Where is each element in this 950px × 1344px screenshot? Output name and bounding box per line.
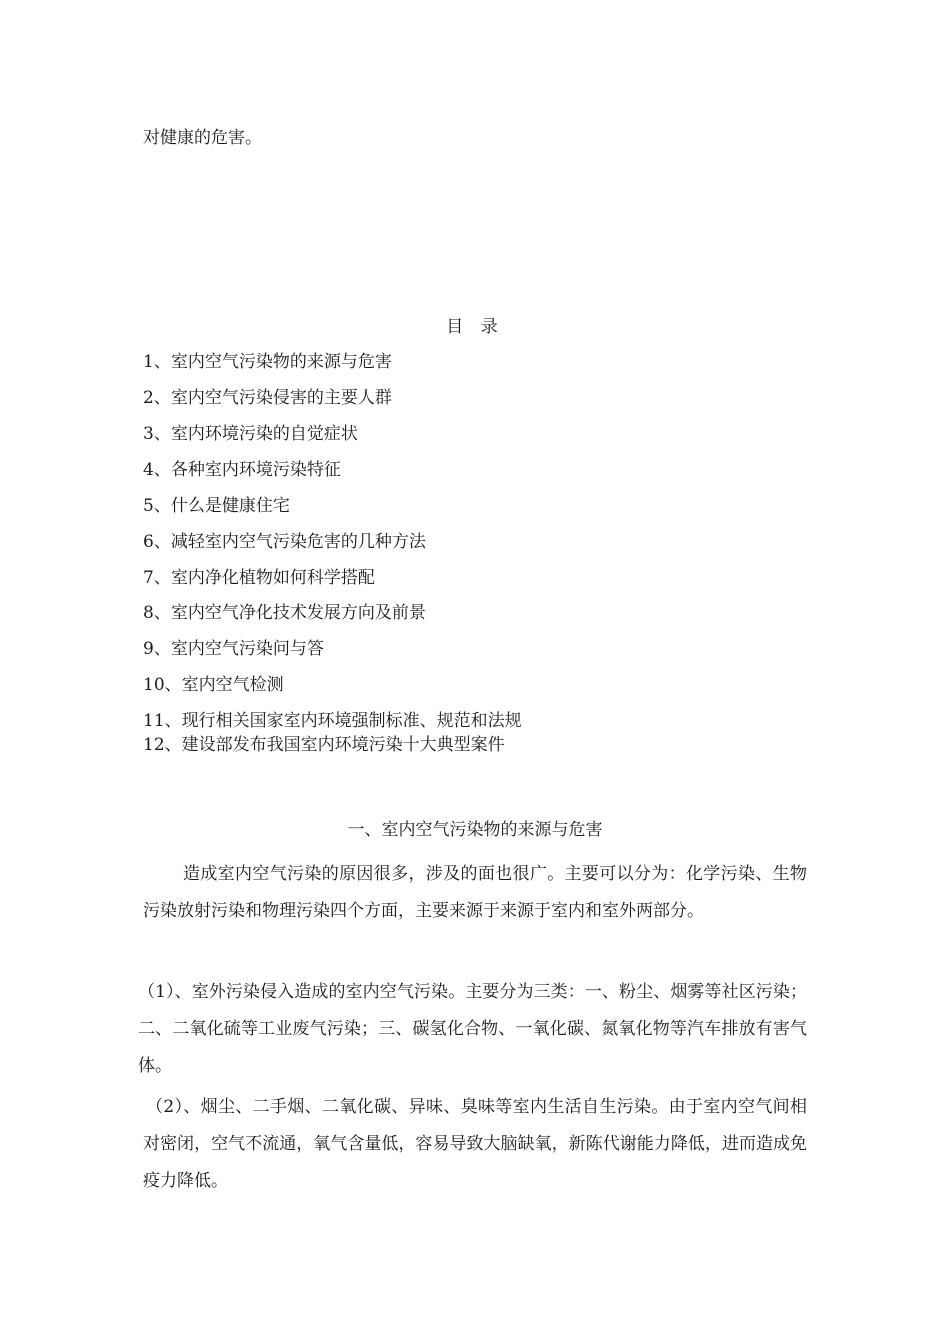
toc-item-8: 8、室内空气净化技术发展方向及前景	[143, 603, 426, 623]
toc-item-7: 7、室内净化植物如何科学搭配	[143, 568, 375, 588]
body-paragraph-2: （1）、室外污染侵入造成的室内空气污染。主要分为三类：一、粉尘、烟雾等社区污染；二、二氧化硫等工业废气污染；三、碳氢化合物、一氧化碳、氮氧化物等汽车排放有害气体。	[138, 982, 807, 1076]
toc-item-9: 9、室内空气污染问与答	[143, 639, 324, 659]
toc-item-5: 5、什么是健康住宅	[143, 496, 290, 516]
toc-item-3: 3、室内环境污染的自觉症状	[143, 424, 358, 444]
toc-item-2: 2、室内空气污染侵害的主要人群	[143, 388, 392, 408]
toc-item-6: 6、减轻室内空气污染危害的几种方法	[143, 532, 426, 552]
toc-item-11: 11、现行相关国家室内环境强制标准、规范和法规	[143, 711, 522, 731]
toc-item-4: 4、各种室内环境污染特征	[143, 460, 341, 480]
body-paragraph-3: （2）、烟尘、二手烟、二氧化碳、异味、臭味等室内生活自生污染。由于室内空气间相对密闭，空气不流通，氧气含量低，容易导致大脑缺氧，新陈代谢能力降低，进而造成免疫力降低。	[143, 1097, 807, 1191]
section-heading: 一、室内空气污染物的来源与危害	[347, 820, 603, 840]
intro-end-text: 对健康的危害。	[143, 128, 262, 148]
toc-item-1: 1、室内空气污染物的来源与危害	[143, 352, 392, 372]
body-paragraph-1: 造成室内空气污染的原因很多，涉及的面也很广。主要可以分为：化学污染、生物污染放射污染和物理污染四个方面，主要来源于来源于室内和室外两部分。	[143, 864, 807, 921]
toc-title: 目 录	[446, 317, 504, 337]
toc-item-12: 12、建设部发布我国室内环境污染十大典型案件	[143, 735, 505, 755]
toc-item-10: 10、室内空气检测	[143, 675, 284, 695]
